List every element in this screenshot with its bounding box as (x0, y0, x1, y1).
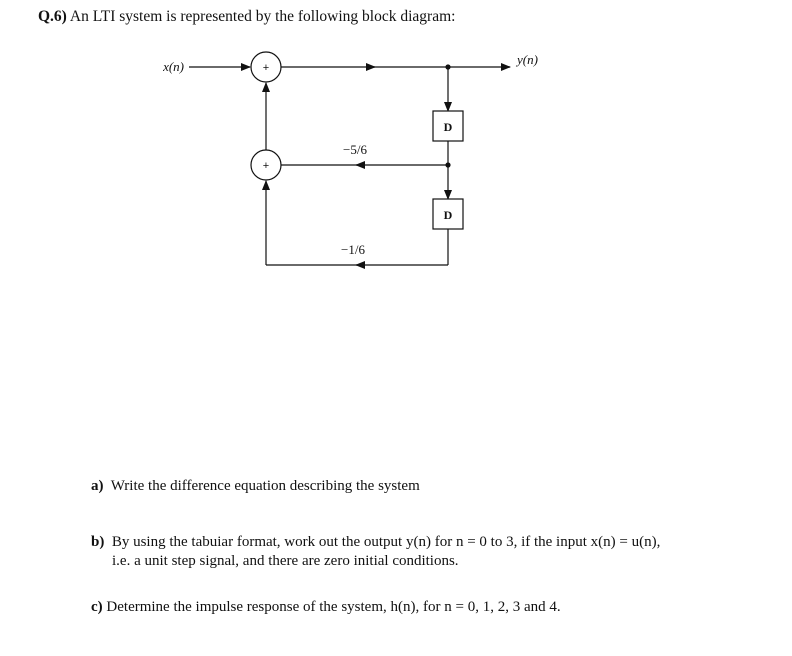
delay-label-1: D (443, 120, 453, 134)
part-b-label: b) (91, 534, 105, 550)
part-b-line2: i.e. a unit step signal, and there are zero initial conditions. (112, 553, 459, 569)
question-text: An LTI system is represented by the following block diagram: (69, 8, 456, 25)
question-number: Q.6) (38, 8, 67, 25)
part-a-label: a) (91, 478, 104, 494)
part-a (91, 476, 420, 496)
input-label: x(n) (163, 59, 184, 74)
output-label: y(n) (517, 52, 538, 67)
part-c (91, 597, 561, 617)
part-c-label: c) (91, 599, 103, 615)
gain-top: −5/6 (343, 142, 367, 157)
part-a-text: Write the difference equation describing the system (110, 478, 420, 494)
part-b (91, 532, 660, 552)
part-c-text: Determine the impulse response of the system, h(n), for n = 0, 1, 2, 3 and 4. (106, 599, 561, 615)
adder-top-sign: + (262, 62, 270, 74)
gain-bottom: −1/6 (341, 242, 365, 257)
part-b-cont (112, 551, 459, 571)
adder-bottom-sign: + (262, 160, 270, 172)
delay-label-2: D (443, 208, 453, 222)
part-b-line1: By using the tabuiar format, work out the output y(n) for n = 0 to 3, if the input x(n) = u(n), (111, 534, 661, 550)
